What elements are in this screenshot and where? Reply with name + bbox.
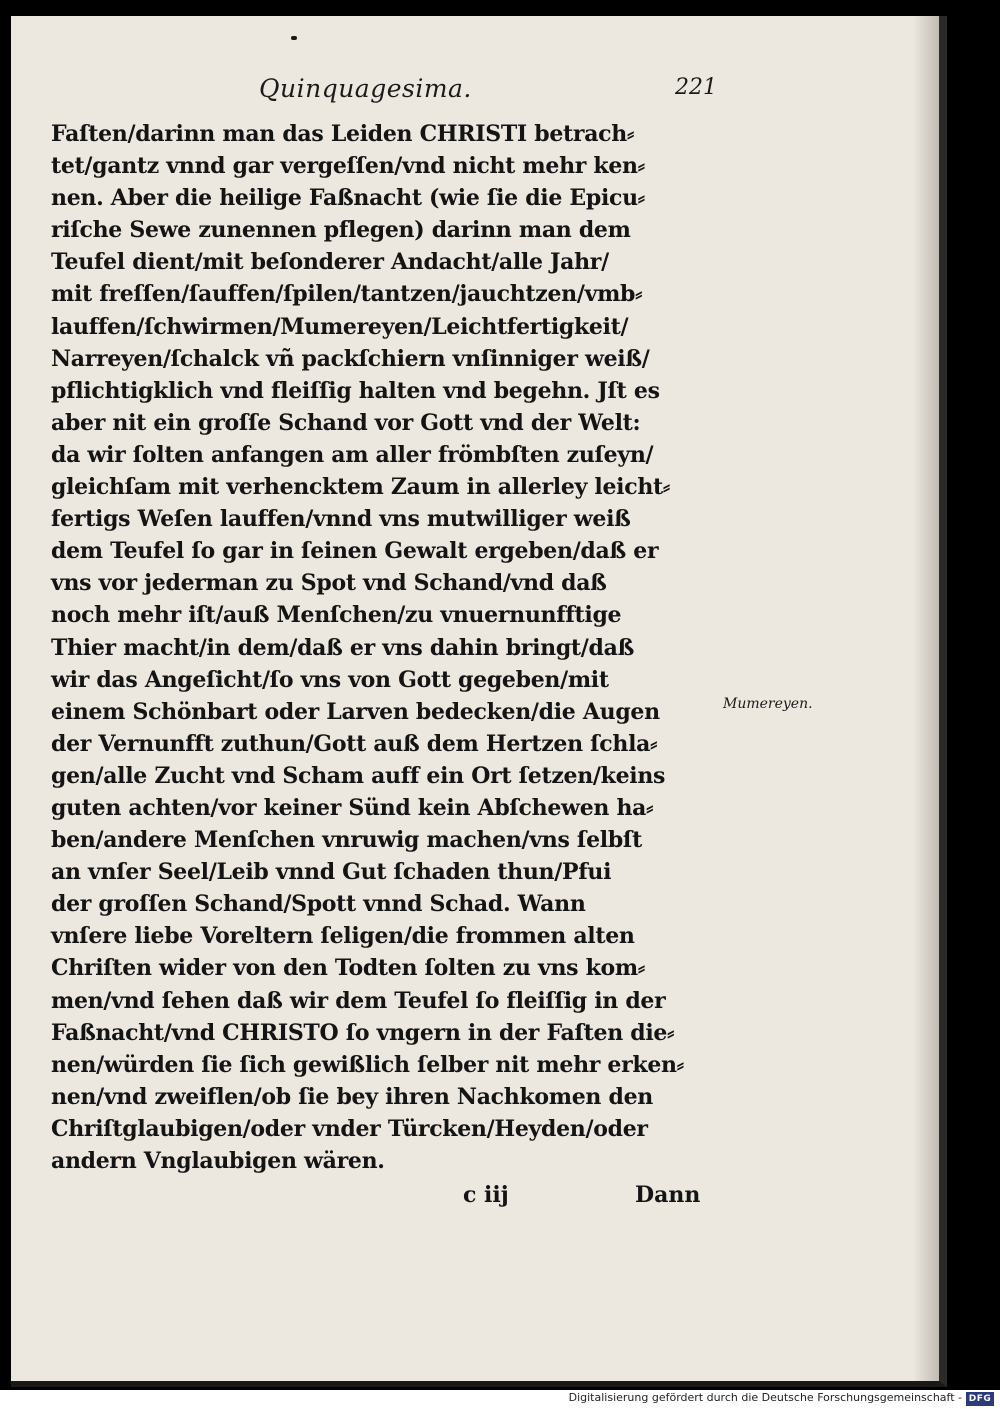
text-line: pflichtigklich vnd fleiſſig halten vnd begehn. Jſt es	[51, 377, 660, 404]
text-line: der groſſen Schand/Spott vnnd Schad. Wann	[51, 891, 586, 918]
text-line: nen/vnd zweiflen/ob ſie bey ihren Nachkomen den	[51, 1083, 653, 1110]
text-line: der Vernunfft zuthun/Gott auß dem Hertzen ſchla⸗	[51, 730, 658, 757]
text-line: aber nit ein groſſe Schand vor Gott vnd der Welt:	[51, 409, 641, 436]
text-line: noch mehr iſt/auß Menſchen/zu vnuernunfftige	[51, 602, 622, 629]
signature-mark: c iij	[463, 1182, 509, 1208]
text-line: einem Schönbart oder Larven bedecken/die Augen	[51, 698, 660, 725]
text-line: fertigs Weſen lauffen/vnnd vns mutwilliger weiß	[51, 506, 631, 533]
text-line: Chriſtglaubigen/oder vnder Türcken/Heyden/oder	[51, 1115, 648, 1142]
text-line: gen/alle Zucht vnd Scham auff ein Ort ſetzen/keins	[51, 762, 666, 789]
text-line: nen/würden ſie ſich gewißlich ſelber nit mehr erken⸗	[51, 1051, 684, 1078]
running-head: Quinquagesima.	[259, 74, 472, 103]
text-line: Narreyen/ſchalck vñ packſchiern vnſinniger weiß/	[51, 345, 650, 372]
text-line: ben/andere Menſchen vnruwig machen/vns ſelbſt	[51, 827, 642, 854]
text-line: vns vor jederman zu Spot vnd Schand/vnd daß	[51, 570, 607, 597]
ink-speck	[291, 36, 297, 40]
text-line: wir das Angeſicht/ſo vns von Gott gegeben/mit	[51, 666, 609, 693]
text-line: Faſten/darinn man das Leiden CHRISTI betrach⸗	[51, 121, 634, 147]
text-line: nen. Aber die heilige Faßnacht (wie ſie die Epicu⸗	[51, 185, 645, 212]
text-line: Teufel dient/mit beſonderer Andacht/alle Jahr/	[51, 249, 609, 276]
text-line: da wir ſolten anfangen am aller frömbſten zuſeyn/	[51, 441, 654, 468]
text-line: dem Teufel ſo gar in ſeinen Gewalt ergeben/daß er	[51, 538, 659, 565]
catchword: Dann	[635, 1182, 701, 1208]
text-line: Chriſten wider von den Todten ſolten zu vns kom⸗	[51, 955, 645, 982]
text-line: gleichſam mit verhencktem Zaum in allerley leicht⸗	[51, 474, 670, 501]
text-line: Faßnacht/vnd CHRISTO ſo vngern in der Faſten die⸗	[51, 1019, 675, 1046]
text-line: lauffen/ſchwirmen/Mumereyen/Leichtfertigkeit/	[51, 313, 629, 340]
text-line: vnſere liebe Voreltern ſeligen/die frommen alten	[51, 923, 635, 950]
page-edge-shadow	[913, 16, 939, 1381]
page-number: 221	[675, 75, 717, 100]
text-line: guten achten/vor keiner Sünd kein Abſchewen ha⸗	[51, 794, 654, 821]
dfg-logo: DFG	[966, 1392, 994, 1406]
footer-credit: Digitalisierung gefördert durch die Deutsche Forschungsgemeinschaft -	[568, 1391, 962, 1404]
body-text	[51, 118, 731, 1177]
text-line: tet/gantz vnnd gar vergeſſen/vnd nicht mehr ken⸗	[51, 153, 645, 180]
text-line: an vnſer Seel/Leib vnnd Gut ſchaden thun/Pfui	[51, 859, 612, 886]
text-line: men/vnd ſehen daß wir dem Teufel ſo fleiſſig in der	[51, 987, 666, 1014]
text-line: mit freſſen/ſauffen/ſpilen/tantzen/jauchtzen/vmb⸗	[51, 281, 643, 308]
text-line: Thier macht/in dem/daß er vns dahin bringt/daß	[51, 634, 634, 661]
text-line: riſche Sewe zunennen pflegen) darinn man dem	[51, 217, 631, 244]
text-line: andern Vnglaubigen wären.	[51, 1148, 385, 1174]
margin-note: Mumereyen.	[723, 696, 813, 712]
book-page	[11, 16, 947, 1387]
